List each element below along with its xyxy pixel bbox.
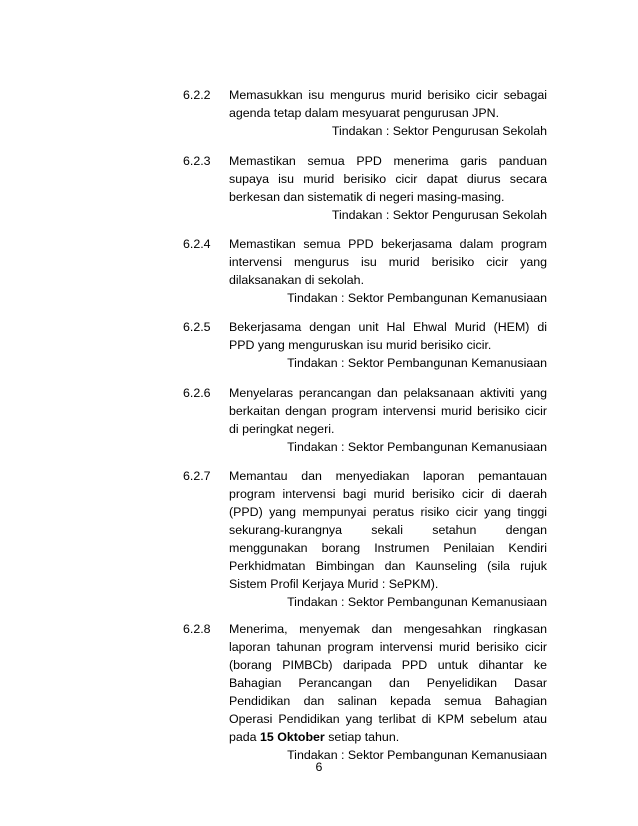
text-line: Memantau dan menyediakan laporan pemantauan — [229, 469, 547, 483]
action-line: Tindakan : Sektor Pengurusan Sekolah — [331, 124, 547, 138]
deadline-date: 15 Oktober — [260, 730, 325, 744]
text-line: Sistem Profil Kerjaya Murid : SePKM). — [229, 577, 439, 591]
text-line-with-date — [229, 728, 547, 746]
section-body — [229, 384, 547, 456]
section-body — [229, 235, 547, 307]
text-line: Bekerjasama dengan unit Hal Ehwal Murid (HEM) di — [229, 320, 547, 334]
text-line: laporan tahunan program intervensi murid berisiko cicir — [229, 640, 547, 654]
text-line: Pendidikan dan salinan kepada semua Bahagian — [229, 694, 547, 708]
text-line: berkesan dan sistematik di negeri masing-masing. — [229, 190, 505, 204]
text-fragment: pada — [229, 730, 261, 744]
text-line: intervensi mengurus isu murid berisiko cicir yang — [229, 255, 547, 269]
section-number: 6.2.3 — [183, 154, 211, 168]
action-line: Tindakan : Sektor Pengurusan Sekolah — [331, 208, 547, 222]
section-number: 6.2.7 — [183, 469, 211, 483]
text-line: Bahagian Perancangan dan Penyelidikan Dasar — [229, 676, 547, 690]
text-line: sekurang-kurangnya sekali setahun dengan — [229, 523, 547, 537]
section-body — [229, 467, 547, 611]
section-body — [229, 152, 547, 224]
text-line: (PPD) yang mempunyai peratus risiko cicir yang tinggi — [229, 505, 547, 519]
page-number: 6 — [315, 760, 323, 774]
text-line: Menerima, menyemak dan mengesahkan ringkasan — [229, 622, 547, 636]
action-line: Tindakan : Sektor Pembangunan Kemanusiaan — [287, 356, 547, 370]
text-line: dilaksanakan di sekolah. — [229, 273, 365, 287]
section-body — [229, 86, 547, 140]
text-line: (borang PIMBCb) daripada PPD untuk dihantar ke — [229, 658, 547, 672]
text-line: program intervensi bagi murid berisiko cicir di daerah — [229, 487, 547, 501]
text-line: supaya isu murid berisiko cicir dapat diurus secara — [229, 172, 547, 186]
text-line: agenda tetap dalam mesyuarat pengurusan JPN. — [229, 106, 500, 120]
action-line: Tindakan : Sektor Pembangunan Kemanusiaan — [287, 595, 547, 609]
section-number: 6.2.5 — [183, 320, 211, 334]
text-line: PPD yang menguruskan isu murid berisiko cicir. — [229, 338, 492, 352]
text-line: Menyelaras perancangan dan pelaksanaan aktiviti yang — [229, 386, 547, 400]
action-line: Tindakan : Sektor Pembangunan Kemanusiaan — [287, 748, 547, 762]
action-line: Tindakan : Sektor Pembangunan Kemanusiaan — [287, 291, 547, 305]
action-line: Tindakan : Sektor Pembangunan Kemanusiaan — [287, 440, 547, 454]
section-number: 6.2.6 — [183, 386, 211, 400]
text-line: di peringkat negeri. — [229, 422, 335, 436]
section-number: 6.2.2 — [183, 88, 211, 102]
text-line: Memastikan semua PPD bekerjasama dalam program — [229, 237, 547, 251]
text-line: berkaitan dengan program intervensi murid berisiko cicir — [229, 404, 547, 418]
section-body — [229, 620, 547, 764]
text-line: Perkhidmatan Bimbingan dan Kaunseling (sila rujuk — [229, 559, 547, 573]
section-body — [229, 318, 547, 372]
text-line: Operasi Pendidikan yang terlibat di KPM sebelum atau — [229, 712, 547, 726]
text-line: Memastikan semua PPD menerima garis panduan — [229, 154, 547, 168]
text-line: menggunakan borang Instrumen Penilaian Kendiri — [229, 541, 547, 555]
section-number: 6.2.4 — [183, 237, 211, 251]
section-number: 6.2.8 — [183, 622, 211, 636]
text-line: Memasukkan isu mengurus murid berisiko cicir sebagai — [229, 88, 547, 102]
text-fragment: setiap tahun. — [324, 730, 400, 744]
